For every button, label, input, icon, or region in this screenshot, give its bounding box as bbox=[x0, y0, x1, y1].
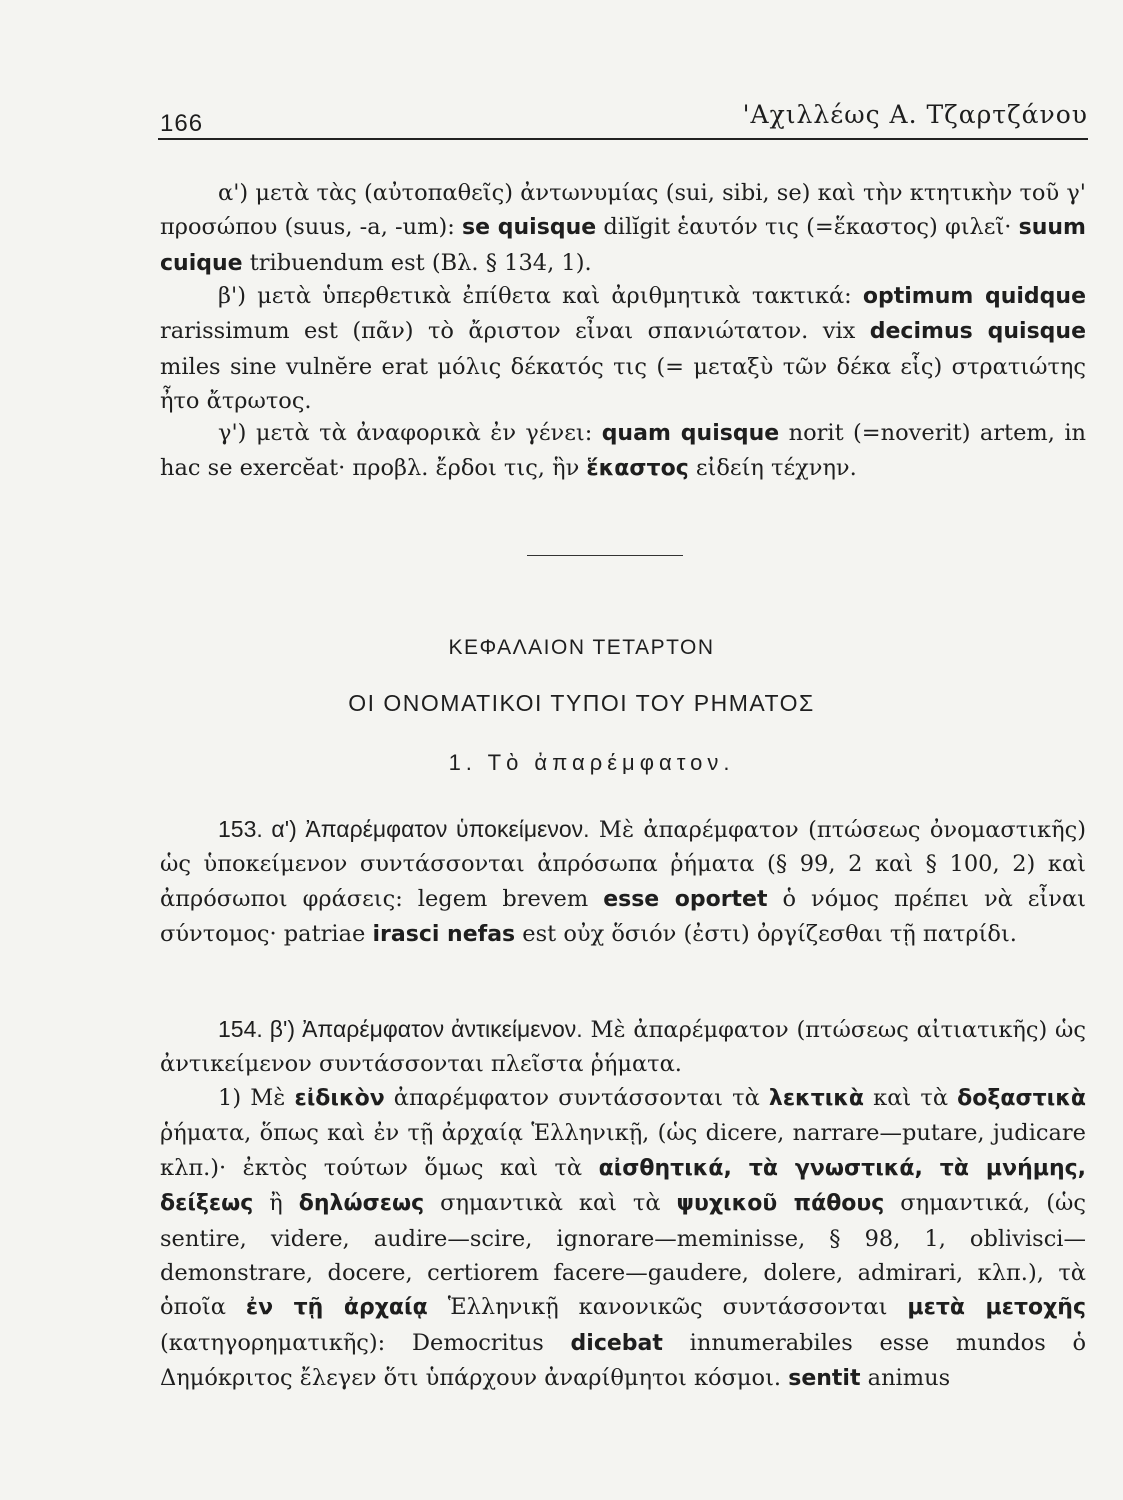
latin-example: esse oportet bbox=[603, 886, 768, 912]
paragraph-gamma bbox=[160, 416, 1086, 487]
paragraph-154 bbox=[160, 1012, 1086, 1082]
text-run: Μὲ ἀπαρέμφατον (πτώσεως αἰτιατικῆς) ὡς ἀντικείμενον συντάσσονται πλεῖστα ῥήματα. bbox=[160, 1017, 1086, 1078]
greek-emphasis: δηλώσεως bbox=[298, 1191, 425, 1217]
text-run: innumerabiles esse mundos ὁ Δημόκριτος ἔλεγεν ὅτι ὑπάρχουν ἀναρίθμητοι κόσμοι. bbox=[160, 1329, 1086, 1392]
text-run: (κατηγορηματικῆς): Democritus bbox=[160, 1329, 571, 1356]
latin-example: sentit bbox=[788, 1366, 861, 1392]
section-divider bbox=[527, 555, 683, 556]
greek-emphasis: ἕκαστος bbox=[586, 456, 689, 482]
text-run: tribuendum est (Βλ. § 134, 1). bbox=[242, 249, 592, 276]
latin-example: quam quisque bbox=[601, 421, 780, 446]
paragraph-alpha bbox=[160, 176, 1086, 281]
text-run: Μὲ ἀπαρέμφατον (πτώσεως ὀνομαστικῆς) ὡς ὑποκείμενον συντάσσονται ἀπρόσωπα ῥήματα (§ 99, 2 καὶ § 100, 2) καὶ ἀπρόσωποι φράσεις: legem brevem bbox=[160, 817, 1086, 912]
latin-example: se quisque bbox=[462, 215, 597, 241]
text-run: ἀπαρέμφατον συντάσσονται τὰ bbox=[384, 1085, 769, 1111]
text-run: norit (=noverit) artem, in hac se exercĕat· προβλ. ἔρδοι τις, ἣν bbox=[160, 420, 1087, 482]
paragraph-beta bbox=[160, 279, 1086, 419]
latin-example: dicebat bbox=[570, 1330, 663, 1356]
text-run: σημαντικὰ καὶ τὰ bbox=[424, 1190, 677, 1217]
greek-emphasis: ψυχικοῦ πάθους bbox=[676, 1191, 885, 1217]
page-number: 166 bbox=[160, 110, 204, 137]
text-run: Ἑλληνικῇ κανονικῶς συντάσσονται bbox=[427, 1294, 908, 1321]
chapter-label: ΚΕΦΑΛΑΙΟΝ ΤΕΤΑΡΤΟΝ bbox=[448, 636, 715, 659]
latin-example: optimum quidque bbox=[862, 284, 1086, 309]
greek-emphasis: λεκτικὰ bbox=[768, 1086, 865, 1111]
greek-emphasis: εἰδικὸν bbox=[294, 1086, 385, 1111]
text-run: ὁ νόμος πρέπει νὰ εἶναι σύντομος· patriae bbox=[160, 885, 1086, 948]
paragraph-heading: 154. β') Ἀπαρέμφατον ἀντικείμενον. bbox=[218, 1016, 583, 1042]
paragraph-153 bbox=[160, 812, 1086, 953]
header-rule bbox=[158, 138, 1088, 140]
text-run: εἰδείη τέχνην. bbox=[688, 455, 857, 482]
text-run: animus bbox=[860, 1365, 951, 1392]
text-run: ἢ bbox=[253, 1190, 299, 1217]
text-run: ῥήματα, ὅπως καὶ ἐν τῇ ἀρχαίᾳ Ἑλληνικῇ, (ὡς dicere, narrare—putare, judicare κλπ.)· ἐκτὸς τούτων ὅμως καὶ τὰ bbox=[160, 1120, 1086, 1181]
paragraph-heading: 153. α') Ἀπαρέμφατον ὑποκείμενον. bbox=[218, 816, 590, 842]
text-run: καὶ τὰ bbox=[864, 1085, 958, 1111]
text-run: α') μετὰ τὰς (αὐτοπαθεῖς) ἀντωνυμίας (sui, sibi, se) καὶ τὴν κτητικὴν τοῦ γ' προσώπου (suus, -a, -um): bbox=[160, 180, 1086, 241]
page-header bbox=[158, 96, 1088, 140]
text-run: rarissimum est (πᾶν) τὸ ἄριστον εἶναι σπανιώτατον. vix bbox=[160, 318, 870, 345]
text-run: σημαντικά, (ὡς sentire, videre, audire—scire, ignorare—meminisse, § 98, 1, oblivisci—demonstrare, docere, certiorem facere—gaudere, dolere, admirari, κλπ.), τὰ ὁποῖα bbox=[160, 1190, 1086, 1321]
greek-emphasis: ἐν τῇ ἀρχαίᾳ bbox=[245, 1295, 428, 1321]
greek-emphasis: μετὰ μετοχῆς bbox=[907, 1295, 1086, 1321]
chapter-subtitle: 1. Τὸ ἀπαρέμφατον. bbox=[448, 750, 735, 775]
chapter-title: ΟΙ ΟΝΟΜΑΤΙΚΟΙ ΤΥΠΟΙ ΤΟΥ ΡΗΜΑΤΟΣ bbox=[348, 690, 815, 716]
text-run: est οὐχ ὅσιόν (ἐστι) ὀργίζεσθαι τῇ πατρίδι. bbox=[515, 921, 1017, 948]
greek-emphasis: δοξαστικὰ bbox=[957, 1086, 1086, 1111]
text-run: dilĭgit ἑαυτόν τις (=ἕκαστος) φιλεῖ· bbox=[596, 214, 1019, 241]
text-run: β') μετὰ ὑπερθετικὰ ἐπίθετα καὶ ἀριθμητικὰ τακτικά: bbox=[218, 283, 863, 309]
latin-example: irasci nefas bbox=[372, 922, 516, 948]
text-run: 1) Μὲ bbox=[218, 1085, 295, 1111]
paragraph-154-1 bbox=[160, 1081, 1086, 1397]
latin-example: decimus quisque bbox=[869, 319, 1087, 345]
greek-emphasis: αἰσθητικά, τὰ γνωστικά, τὰ μνήμης, δείξεως bbox=[160, 1155, 1086, 1217]
running-head: 'Αχιλλέως Α. Τζαρτζάνου bbox=[742, 100, 1088, 129]
latin-example: suum cuique bbox=[160, 215, 1086, 276]
text-run: γ') μετὰ τὰ ἀναφορικὰ ἐν γένει: bbox=[218, 420, 602, 446]
text-run: miles sine vulnĕre erat μόλις δέκατός τις (= μεταξὺ τῶν δέκα εἷς) στρατιώτης ἦτο ἄτρωτος. bbox=[160, 353, 1086, 415]
